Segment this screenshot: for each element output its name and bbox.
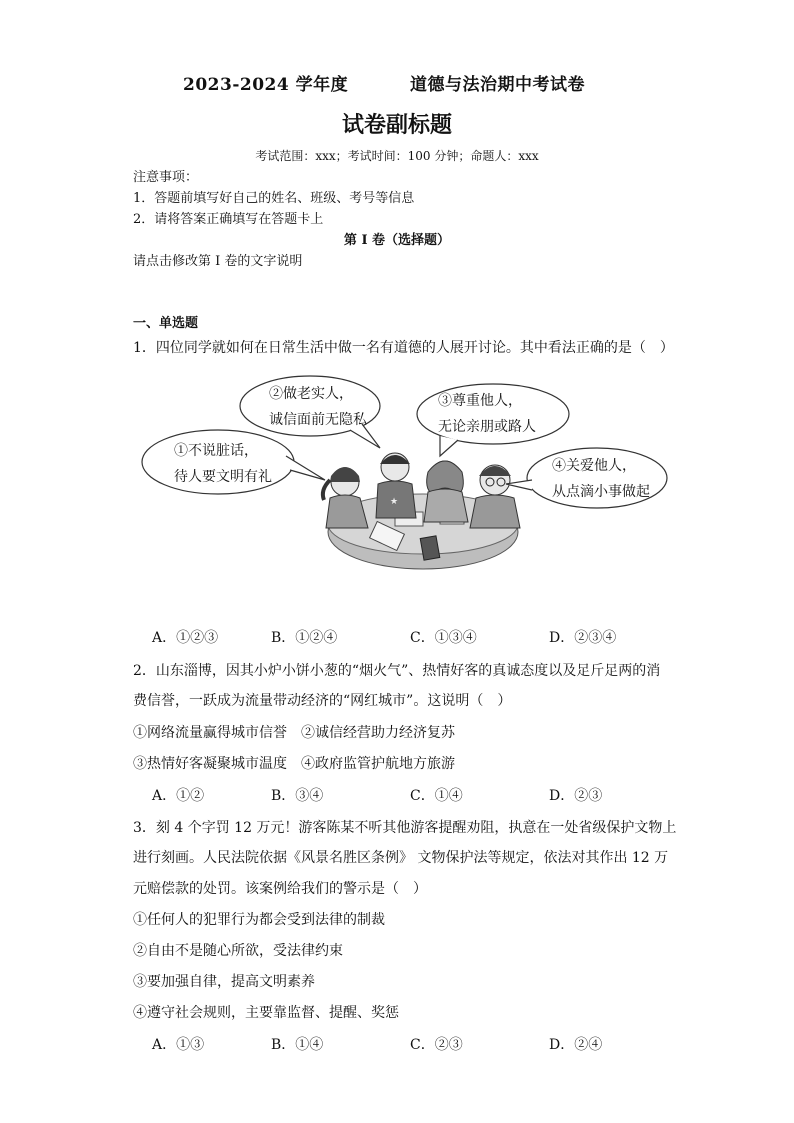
bubble-1-line-1: ①不说脏话， [174,443,258,459]
question-2-stem-line-1: 2．山东淄博，因其小炉小饼小葱的“烟火气”、热情好客的真诚态度以及足斤足两的消 [133,663,661,679]
question-1-option-a[interactable]: A．①②③ [152,630,219,646]
bubble-1-line-2: 待人要文明有礼 [174,469,272,485]
part1-description: 请点击修改第 I 卷的文字说明 [133,254,303,269]
question-3-statement-3: ③要加强自律，提高文明素养 [133,974,315,990]
bubble-3-line-1: ③尊重他人， [438,393,522,409]
question-2-option-c[interactable]: C．①④ [410,788,463,804]
part1-title: 第 I 卷（选择题） [343,233,451,248]
question-2-statements-2: ③热情好客凝聚城市温度 ④政府监管护航地方旅游 [133,756,455,772]
question-3-option-d[interactable]: D．②④ [549,1037,603,1053]
bubble-4-line-2: 从点滴小事做起 [552,484,650,500]
notes-heading: 注意事项： [133,170,199,185]
bubble-2-line-2: 诚信面前无隐私 [269,412,367,428]
question-3-stem-line-1: 3．刻 4 个字罚 12 万元！游客陈某不听其他游客提醒劝阻，执意在一处省级保护文物上 [133,820,677,836]
question-3-statement-1: ①任何人的犯罪行为都会受到法律的制裁 [133,912,385,928]
question-3-option-c[interactable]: C．②③ [410,1037,463,1053]
discussion-illustration [140,372,670,582]
notes-item-1: 1．答题前填写好自己的姓名、班级、考号等信息 [133,191,415,206]
exam-title: 道德与法治期中考试卷 [410,75,585,95]
question-2-option-b[interactable]: B．③④ [271,788,324,804]
svg-text:★: ★ [390,497,399,507]
bubble-2-line-1: ②做老实人， [269,386,353,402]
bubble-3-line-2: 无论亲朋或路人 [438,419,536,435]
question-2-option-a[interactable]: A．①② [152,788,205,804]
question-2-statements-1: ①网络流量赢得城市信誉 ②诚信经营助力经济复苏 [133,725,455,741]
exam-info: 考试范围：xxx；考试时间：100 分钟；命题人：xxx [255,149,539,163]
question-2-stem-line-2: 费信誉，一跃成为流量带动经济的“网红城市”。这说明（ ） [133,693,512,709]
question-3-option-b[interactable]: B．①④ [271,1037,324,1053]
question-1-option-c[interactable]: C．①③④ [410,630,477,646]
bubble-4-line-1: ④关爱他人， [552,458,636,474]
notes-item-2: 2．请将答案正确填写在答题卡上 [133,212,324,227]
question-3-option-a[interactable]: A．①③ [152,1037,205,1053]
question-1-option-d[interactable]: D．②③④ [549,630,617,646]
question-3-stem-line-2: 进行刻画。人民法院依据《风景名胜区条例》 文物保护法等规定，依法对其作出 12 万 [133,850,669,866]
section-title: 一、单选题 [133,316,199,331]
question-1-option-b[interactable]: B．①②④ [271,630,338,646]
question-3-statement-4: ④遵守社会规则，主要靠监督、提醒、奖惩 [133,1005,399,1021]
question-3-statement-2: ②自由不是随心所欲，受法律约束 [133,943,343,959]
question-2-option-d[interactable]: D．②③ [549,788,603,804]
question-3-stem-line-3: 元赔偿款的处罚。该案例给我们的警示是（ ） [133,881,427,897]
school-year: 2023-2024 学年度 [183,75,349,95]
question-1-stem: 1．四位同学就如何在日常生活中做一名有道德的人展开讨论。其中看法正确的是（ ） [133,340,674,356]
exam-subtitle: 试卷副标题 [341,112,452,138]
